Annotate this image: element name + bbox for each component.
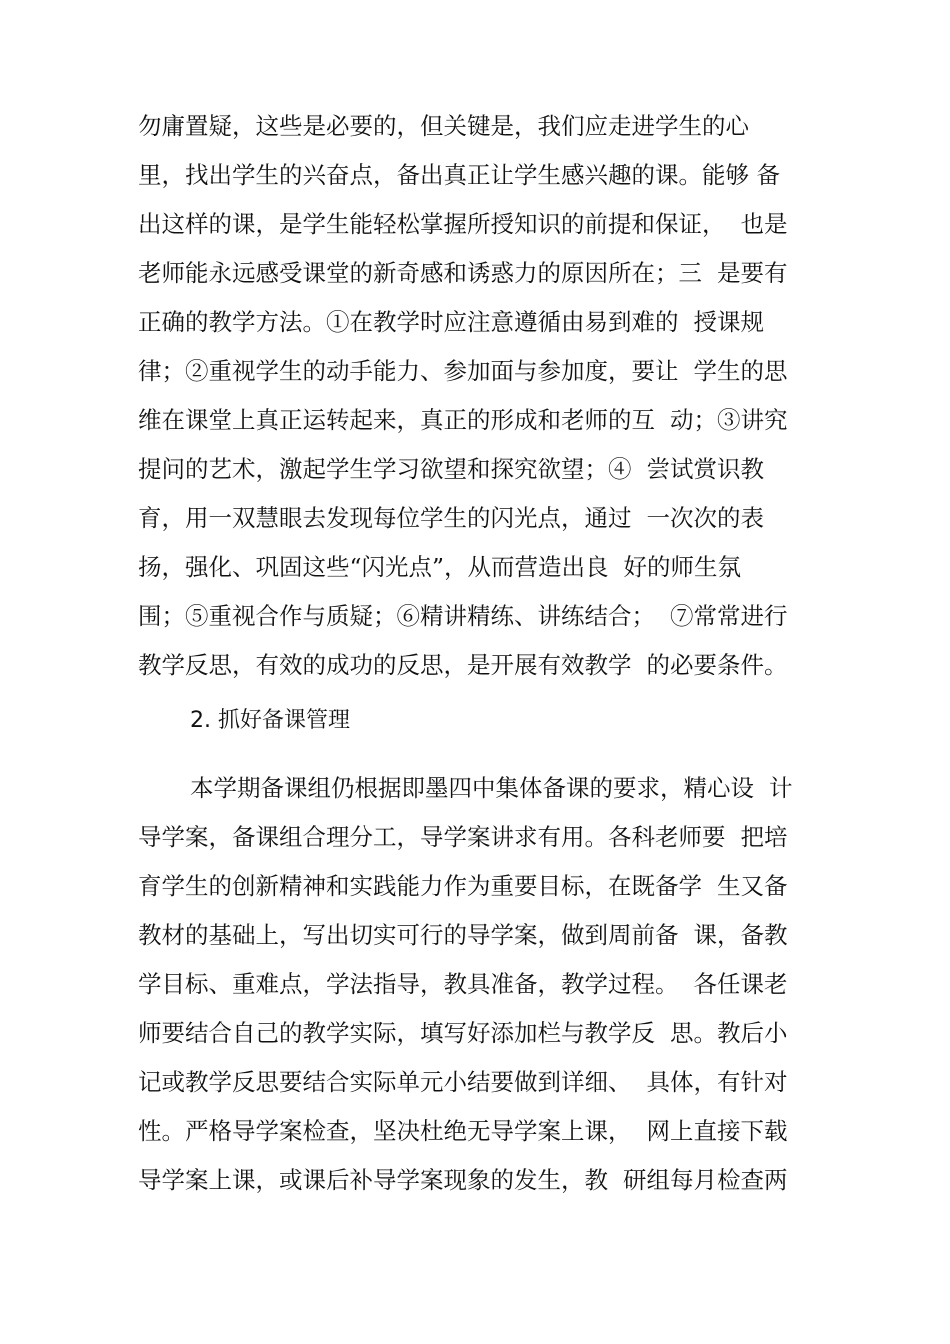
text-line: 本学期备课组仍根据即墨四中集体备课的要求，精心设 计: [190, 774, 793, 802]
text-line: 师要结合自己的教学实际，填写好添加栏与教学反 思。教后小: [138, 1019, 788, 1047]
text-line: 性。严格导学案检查，坚决杜绝无导学案上课， 网上直接下载: [138, 1117, 788, 1145]
text-line: 扬，强化、巩固这些“闪光点”，从而营造出良 好的师生氛: [138, 553, 741, 581]
text-line: 出这样的课，是学生能轻松掌握所授知识的前提和保证， 也是: [138, 210, 788, 238]
text-line: 育，用一双慧眼去发现每位学生的闪光点，通过 一次次的表: [138, 504, 764, 532]
section-heading: 2. 抓好备课管理: [190, 708, 350, 733]
text-line: 教学反思，有效的成功的反思，是开展有效教学 的必要条件。: [138, 651, 788, 679]
text-line: 记或教学反思要结合实际单元小结要做到详细、 具体，有针对: [138, 1068, 788, 1096]
text-line: 学目标、重难点，学法指导，教具准备，教学过程。 各任课老: [138, 970, 788, 998]
text-line: 律；②重视学生的动手能力、参加面与参加度，要让 学生的思: [138, 357, 788, 385]
text-line: 围；⑤重视合作与质疑；⑥精讲精练、讲练结合； ⑦常常进行: [138, 602, 788, 630]
text-line: 提问的艺术，激起学生学习欲望和探究欲望；④ 尝试赏识教: [138, 455, 764, 483]
text-line: 教材的基础上，写出切实可行的导学案，做到周前备 课，备教: [138, 921, 788, 949]
text-line: 育学生的创新精神和实践能力作为重要目标，在既备学 生又备: [138, 872, 788, 900]
text-line: 维在课堂上真正运转起来，真正的形成和老师的互 动；③讲究: [138, 406, 788, 434]
text-line: 老师能永远感受课堂的新奇感和诱惑力的原因所在；三 是要有: [138, 259, 788, 287]
text-line: 导学案上课，或课后补导学案现象的发生，教 研组每月检查两: [138, 1166, 788, 1194]
text-line: 勿庸置疑，这些是必要的，但关键是，我们应走进学生的心: [138, 112, 749, 140]
text-line: 正确的教学方法。①在教学时应注意遵循由易到难的 授课规: [138, 308, 764, 336]
text-line: 导学案，备课组合理分工，导学案讲求有用。各科老师要 把培: [138, 823, 788, 851]
text-line: 里，找出学生的兴奋点，备出真正让学生感兴趣的课。能够 备: [138, 161, 780, 189]
